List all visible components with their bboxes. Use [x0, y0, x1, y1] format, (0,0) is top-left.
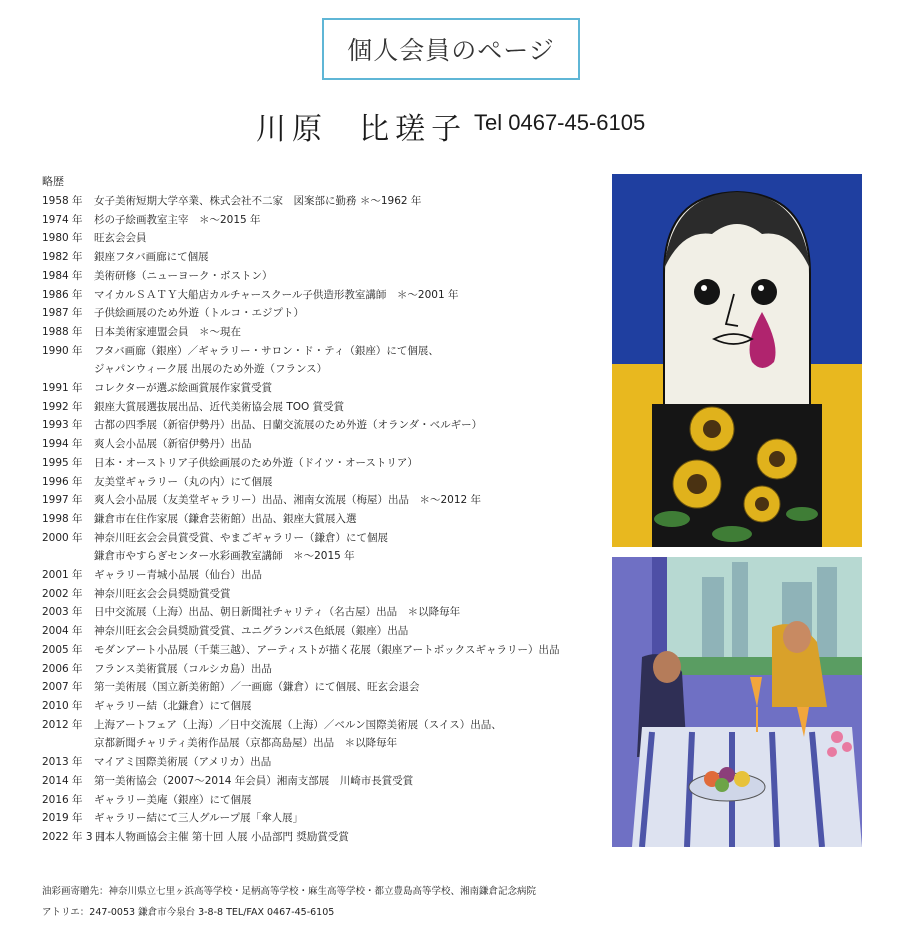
- entry-text: 杉の子絵画教室主宰 ＊～2015 年: [94, 213, 261, 226]
- biography-entry: [42, 491, 559, 510]
- biography-entry: [42, 360, 559, 379]
- entry-text: ギャラリー結（北鎌倉）にて個展: [94, 699, 252, 712]
- entry-text: ジャパンウィーク展 出展のため外遊（フランス）: [94, 363, 328, 376]
- entry-year: 1988 年: [42, 325, 83, 338]
- biography-entry: [42, 192, 559, 211]
- entry-text: ギャラリー美庵（銀座）にて個展: [94, 793, 252, 806]
- page-title-box: [322, 18, 580, 80]
- entry-year: 1986 年: [42, 288, 83, 301]
- entry-text: マイアミ国際美術展（アメリカ）出品: [94, 756, 272, 769]
- entry-text: フランス美術賞展（コルシカ島）出品: [94, 662, 272, 675]
- entry-text: フタバ画廊（銀座）／ギャラリー・サロン・ド・ティ（銀座）にて個展、: [94, 344, 439, 357]
- biography-entry: [42, 753, 559, 772]
- painting-crying-face: [612, 174, 862, 547]
- entry-text: 神奈川旺玄会会員奨励賞受賞、ユニグランパス色紙展（銀座）出品: [94, 625, 409, 638]
- entry-text: 日本人物画協会主催 第十回 人展 小品部門 奨励賞受賞: [94, 830, 349, 843]
- biography-entry: [42, 547, 559, 566]
- entry-text: 旺玄会会員: [94, 232, 147, 245]
- entry-year: 2001 年: [42, 569, 83, 582]
- biography-entry: [42, 734, 559, 753]
- biography-entry: [42, 641, 559, 660]
- entry-year: 1997 年: [42, 494, 83, 507]
- entry-year: 1974 年: [42, 213, 83, 226]
- biography-entry: [42, 660, 559, 679]
- biography-entry: [42, 323, 559, 342]
- entry-year: 2003 年: [42, 606, 83, 619]
- entry-year: 1990 年: [42, 344, 83, 357]
- entry-text: 第一美術展（国立新美術館）／一画廊（鎌倉）にて個展、旺玄会退会: [94, 681, 420, 694]
- entry-text: 銀座大賞展選抜展出品、近代美術協会展 TOO 賞受賞: [94, 400, 345, 413]
- entry-year: 1958 年: [42, 195, 83, 207]
- biography-entry: [42, 772, 559, 791]
- entry-text: 友美堂ギャラリー（丸の内）にて個展: [94, 475, 273, 488]
- biography-entry: [42, 379, 559, 398]
- entry-text: 神奈川旺玄会会員賞受賞、やまごギャラリー（鎌倉）にて個展: [94, 531, 388, 544]
- entry-text: 子供絵画展のため外遊（トルコ・エジプト）: [94, 307, 304, 320]
- entry-year: 1996 年: [42, 475, 83, 488]
- entry-text: 美術研修（ニューヨーク・ボストン）: [94, 269, 273, 282]
- entry-year: 2022 年 3 月: [42, 830, 107, 843]
- entry-year: 1994 年: [42, 438, 83, 451]
- biography-entry: [42, 398, 559, 417]
- entry-year: 2019 年: [42, 812, 83, 825]
- entry-text: ギャラリー青城小品展（仙台）出品: [94, 569, 262, 582]
- entry-year: 2014 年: [42, 774, 83, 787]
- biography-entry: [42, 286, 559, 305]
- entry-text: 京都新聞チャリティ美術作品展（京都高島屋）出品 ＊以降毎年: [94, 737, 398, 750]
- entry-year: 2002 年: [42, 587, 83, 600]
- entry-year: 1982 年: [42, 251, 83, 264]
- entry-text: モダンアート小品展（千葉三越）、アーティストが描く花展（銀座アートボックスギャラリー）出品: [94, 643, 560, 656]
- biography-entry: [42, 267, 559, 286]
- entry-year: 1984 年: [42, 269, 83, 282]
- entry-text: 爽人会小品展（友美堂ギャラリー）出品、湘南女流展（梅屋）出品 ＊～2012 年: [94, 494, 482, 507]
- biography-entry: [42, 622, 559, 641]
- entry-year: 2016 年: [42, 793, 83, 806]
- biography-entry: [42, 566, 559, 585]
- painting-cafe-scene-image: [612, 557, 862, 847]
- biography-entry: [42, 603, 559, 622]
- biography-entry: [42, 435, 559, 454]
- biography-entry: [42, 678, 559, 697]
- entry-year: 2000 年: [42, 531, 83, 544]
- biography-list: [42, 192, 559, 847]
- entry-year: 1991 年: [42, 382, 83, 395]
- entry-year: 2010 年: [42, 699, 83, 712]
- entry-text: 日中交流展（上海）出品、朝日新聞社チャリティ（名古屋）出品 ＊以降毎年: [94, 606, 461, 619]
- entry-year: 1987 年: [42, 307, 83, 320]
- entry-text: 日本・オーストリア子供絵画展のため外遊（ドイツ・オーストリア）: [94, 456, 418, 469]
- entry-text: 銀座フタバ画廊にて個展: [94, 251, 209, 264]
- biography-entry: [42, 211, 559, 230]
- entry-year: 1980 年: [42, 232, 83, 245]
- entry-text: コレクターが選ぶ絵画賞展作家賞受賞: [94, 382, 273, 395]
- biography-entry: [42, 229, 559, 248]
- entry-text: 鎌倉市やすらぎセンター水彩画教室講師 ＊～2015 年: [94, 550, 355, 563]
- biography-entry: [42, 828, 559, 847]
- biography-entry: [42, 791, 559, 810]
- entry-text: 鎌倉市在住作家展（鎌倉芸術館）出品、銀座大賞展入選: [94, 512, 357, 525]
- painting-crying-face-image: [612, 174, 862, 547]
- painting-cafe-scene: [612, 557, 862, 847]
- member-telephone: Tel 0467-45-6105: [474, 110, 646, 135]
- biography-entry: [42, 716, 559, 735]
- entry-text: マイカルＳＡＴＹ大船店カルチャースクール子供造形教室講師 ＊～2001 年: [94, 288, 459, 301]
- entry-text: ギャラリー結にて三人グループ展「傘人展」: [94, 812, 304, 825]
- biography-entry: [42, 248, 559, 267]
- entry-year: 2006 年: [42, 662, 83, 675]
- entry-text: 上海アートフェア（上海）／日中交流展（上海）／ベルン国際美術展（スイス）出品、: [94, 718, 502, 731]
- member-name: 川原 比瑳子: [256, 112, 468, 147]
- entry-year: 1995 年: [42, 456, 83, 469]
- biography-entry: [42, 697, 559, 716]
- entry-text: 爽人会小品展（新宿伊勢丹）出品: [94, 438, 252, 451]
- atelier-address: アトリエ：247-0053 鎌倉市今泉台 3-8-8 TEL/FAX 0467-45-6105: [42, 907, 335, 918]
- entry-year: 2005 年: [42, 643, 83, 656]
- biography-entry: [42, 454, 559, 473]
- entry-text: 第一美術協会（2007～2014 年会員）湘南支部展 川崎市長賞受賞: [94, 774, 414, 787]
- entry-year: 1993 年: [42, 419, 83, 432]
- entry-text: 古都の四季展（新宿伊勢丹）出品、日蘭交流展のため外遊（オランダ・ベルギー）: [94, 419, 483, 432]
- biography-entry: [42, 304, 559, 323]
- entry-text: 神奈川旺玄会会員奨励賞受賞: [94, 587, 231, 600]
- entry-year: 2012 年: [42, 718, 83, 731]
- biography-heading: 略歴: [42, 175, 64, 188]
- entry-year: 2013 年: [42, 756, 83, 769]
- biography-entry: [42, 585, 559, 604]
- biography-entry: [42, 416, 559, 435]
- biography-entry: [42, 342, 559, 361]
- entry-year: 1992 年: [42, 400, 83, 413]
- biography-entry: [42, 473, 559, 492]
- donation-list: 油彩画寄贈先：神奈川県立七里ヶ浜高等学校・足柄高等学校・麻生高等学校・都立豊島高等学校、湘南鎌倉記念病院: [42, 886, 537, 897]
- biography-entry: [42, 809, 559, 828]
- page-title: 個人会員のページ: [347, 36, 555, 65]
- entry-year: [42, 360, 94, 379]
- entry-year: 2004 年: [42, 625, 83, 638]
- biography-entry: [42, 529, 559, 548]
- entry-year: 1998 年: [42, 512, 83, 525]
- entry-text: 女子美術短期大学卒業、株式会社不二家 図案部に勤務 ＊～1962 年: [94, 195, 422, 207]
- entry-year: [42, 734, 94, 753]
- entry-year: [42, 547, 94, 566]
- entry-text: 日本美術家連盟会員 ＊～現在: [94, 325, 241, 338]
- biography-entry: [42, 510, 559, 529]
- entry-year: 2007 年: [42, 681, 83, 694]
